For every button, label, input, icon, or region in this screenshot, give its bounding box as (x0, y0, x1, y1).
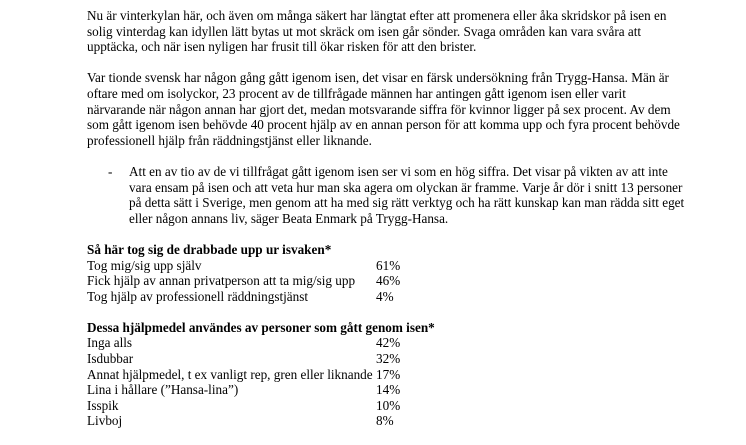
document-page (87, 8, 687, 445)
aids-stats-title: Dessa hjälpmedel användes av personer som gått genom isen* (87, 319, 435, 335)
stats-row (87, 273, 687, 289)
stats-label: Inga alls (87, 335, 133, 351)
stats-value: 17% (376, 366, 401, 382)
aids-stats-section (87, 320, 687, 429)
stats-row (87, 335, 687, 351)
stats-value: 32% (376, 351, 401, 367)
stats-row (87, 382, 687, 398)
stats-label: Isspik (87, 397, 119, 413)
quote-text: Att en av tio av de vi tillfrågat gått igenom isen ser vi som en hög siffra. Det visar på vikten av att inte vara ensam på isen och att veta hur man ska agera om olyckan är framme. Varje år dör i snitt 13 personer på detta sätt i Sverige, men genom att ha med sig rätt verktyg och ha rätt kunskap kan man rädda sitt eget eller någon annans liv, säger Beata Enmark på Trygg-Hansa. (129, 163, 685, 226)
rescue-stats-section (87, 242, 687, 304)
stats-row (87, 258, 687, 274)
stats-value: 42% (376, 335, 401, 351)
stats-value: 10% (376, 397, 401, 413)
stats-row (87, 351, 687, 367)
quote-block (87, 164, 687, 226)
stats-label: Annat hjälpmedel, t ex vanligt rep, gren eller liknande (87, 366, 373, 382)
stats-label: Isdubbar (87, 351, 134, 367)
stats-value: 8% (376, 413, 394, 429)
stats-label: Fick hjälp av annan privatperson att ta mig/sig upp (87, 273, 356, 289)
stats-row (87, 367, 687, 383)
stats-label: Tog hjälp av professionell räddningstjänst (87, 288, 309, 304)
intro-paragraph: Nu är vinterkylan här, och även om många säkert har längtat efter att promenera eller åka skridskor på isen en solig vinterdag kan idyllen lätt bytas ut mot skräck om isen går sönder. Svaga områden kan vara svåra att upptäcka, och när isen nyligen har frusit till ökar risken för att den brister. (87, 8, 667, 55)
stats-row (87, 413, 687, 429)
stats-row (87, 289, 687, 305)
stats-label: Livboj (87, 413, 123, 429)
stats-row (87, 398, 687, 414)
rescue-stats-title: Så här tog sig de drabbade upp ur isvaken* (87, 241, 332, 257)
stats-label: Tog mig/sig upp själv (87, 257, 202, 273)
quote-dash: - (108, 163, 113, 179)
stats-value: 61% (376, 257, 401, 273)
stats-label: Lina i hållare (”Hansa-lina”) (87, 382, 239, 398)
stats-value: 14% (376, 382, 401, 398)
survey-paragraph: Var tionde svensk har någon gång gått igenom isen, det visar en färsk undersökning från Trygg-Hansa. Män är oftare med om isolyckor, 23 procent av de tillfrågade männen har antingen gått igenom isen eller varit närvarande när någon annan har gjort det, medan motsvarande siffra för kvinnor ligger på sex procent. Av dem som gått igenom isen behövde 40 procent hjälp av en annan person för att komma upp och fyra procent behövde professionell hjälp från räddningstjänst eller liknande. (87, 70, 680, 148)
stats-value: 46% (376, 273, 401, 289)
stats-value: 4% (376, 288, 394, 304)
